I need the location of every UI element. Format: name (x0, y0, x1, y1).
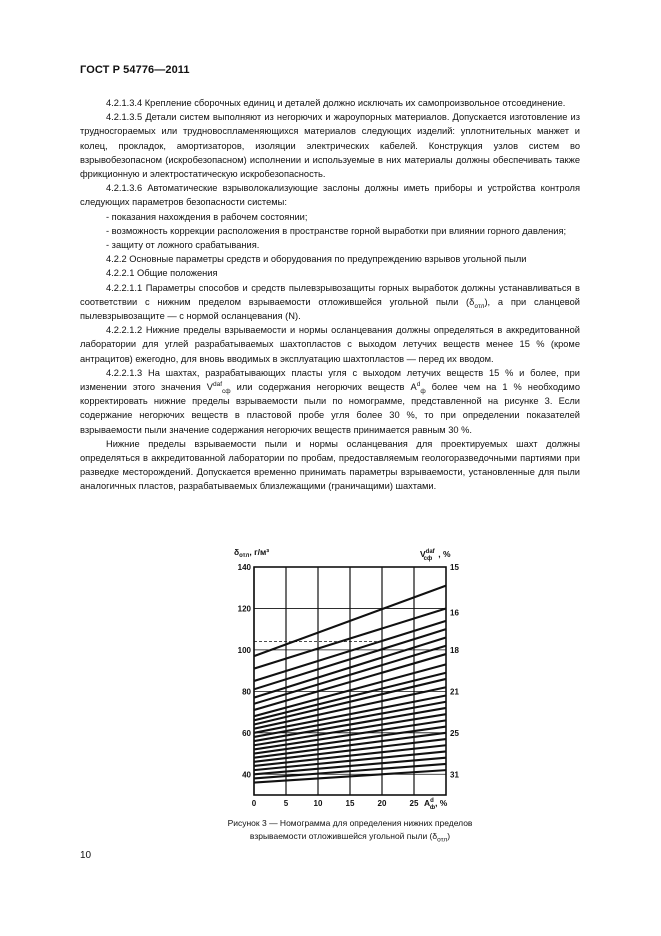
paragraph-42211: 4.2.2.1.1 Параметры способов и средств пылевзрывозащиты горных выработок должны устанавливаться в соответствии с нижним пределом взрываемости отложившейся угольной пыли $(\delta_{отл})$, а при сланцевой пылевзрывозащите — с нормой осланцевания (N). (80, 282, 580, 322)
right-axis-tick-label: 21 (450, 687, 459, 697)
paragraph-42212: 4.2.2.1.2 Нижние пределы взрываемости и нормы осланцевания должны определяться в аккредитованной лаборатории для углей разрабатываемых шахтопластов с выходом летучих веществ менее 15 % (кроме антрацитов) ежегодно, для вновь вводимых в эксплуатацию шахтопластов — перед их вводом. (80, 325, 580, 364)
page-number: 10 (80, 850, 92, 861)
list-item: - возможность коррекции расположения в пространстве горной выработки при влиянии горного давления; (106, 225, 567, 236)
x-axis-tick-label: 0 (251, 799, 257, 808)
paragraph-42135: 4.2.1.3.5 Детали систем выполняют из негорючих и жароупорных материалов. Допускается изготовление из трудносгораемых или трудновоспламеняющихся материалов следующих изделий: уплотнительных манжет и колец, прокладок, амортизаторов, изоляции электрических кабелей. Конструкция узлов систем во взрывобезопасном (искробезопасном) исполнении и используемые в них материалы должны обеспечивать также фрикционную и электростатическую искробезопасность. (80, 112, 580, 180)
x-axis-tick-label: 15 (345, 799, 355, 808)
document-body (80, 96, 580, 494)
left-axis-tick-label: 140 (237, 563, 251, 572)
right-axis-tick-label: 25 (450, 728, 459, 738)
paragraph-design: Нижние пределы взрываемости пыли и нормы осланцевания для проектируемых шахт должны определяться в аккредитованной лаборатории по пробам, предоставляемым геологоразведочными партиями при разведке месторождений. Допускается временно принимать параметры взрываемости, установленные для пыли аналогичных пластов, разрабатываемых близлежащими (граничащими) шахтами. (80, 438, 580, 492)
nomogram-figure (224, 543, 484, 809)
right-axis-tick-label: 15 (450, 563, 459, 572)
x-axis-tick-label: 25 (409, 799, 419, 808)
left-axis-tick-label: 120 (237, 604, 251, 614)
section-heading-4221: 4.2.2.1 Общие положения (106, 268, 218, 279)
left-axis-tick-label: 60 (242, 728, 251, 738)
left-axis-tick-label: 80 (242, 687, 251, 697)
left-axis-title: $\delta_{отл}$, г/м³ (234, 547, 270, 559)
section-heading-422: 4.2.2 Основные параметры средств и оборудования по предупреждению взрывов угольной пыли (106, 254, 527, 265)
right-axis-tick-label: 31 (450, 770, 459, 780)
nomogram-chart (224, 543, 484, 809)
right-axis-title: $V^{daf}$ сф , % (420, 549, 451, 562)
x-axis-title: $A^d$ ф, % (424, 798, 448, 809)
left-axis-tick-label: 100 (237, 645, 251, 655)
list-item: - показания нахождения в рабочем состоянии; (106, 211, 308, 222)
paragraph-42213: 4.2.2.1.3 На шахтах, разрабатывающих пласты угля с выходом летучих веществ 15 % и более, при изменении этого значения $V^{daf}_{сф}$ или содержания негорючих веществ $A^d_ф$ более чем на 1 % необходимо корректировать нижние пределы взрываемости пыли по номограмме, представленной на рисунке 3. Если содержание негорючих веществ в пластовой пробе угля более 30 %, то при определении показателей взрываемости пыли значение содержания негорючих веществ принимается равным 30 %. (80, 367, 580, 435)
right-axis-tick-label: 16 (450, 608, 459, 618)
list-item: - защиту от ложного срабатывания. (106, 240, 260, 251)
document-header: ГОСТ Р 54776—2011 (80, 64, 190, 76)
left-axis-tick-label: 40 (242, 770, 251, 780)
paragraph-42136: 4.2.1.3.6 Автоматические взрыволокализующие заслоны должны иметь приборы и устройства контроля следующих параметров безопасности системы: (80, 183, 580, 208)
x-axis-tick-label: 20 (377, 799, 387, 808)
paragraph-42134: 4.2.1.3.4 Крепление сборочных единиц и деталей должно исключать их самопроизвольное отсоединение. (106, 98, 566, 108)
figure-caption: Рисунок 3 — Номограмма для определения нижних пределов взрываемости отложившейся угольной пыли $(\delta_{отл})$ (227, 818, 473, 844)
right-axis-tick-label: 18 (450, 645, 459, 655)
x-axis-tick-label: 5 (283, 799, 289, 808)
x-axis-tick-label: 10 (313, 799, 323, 808)
